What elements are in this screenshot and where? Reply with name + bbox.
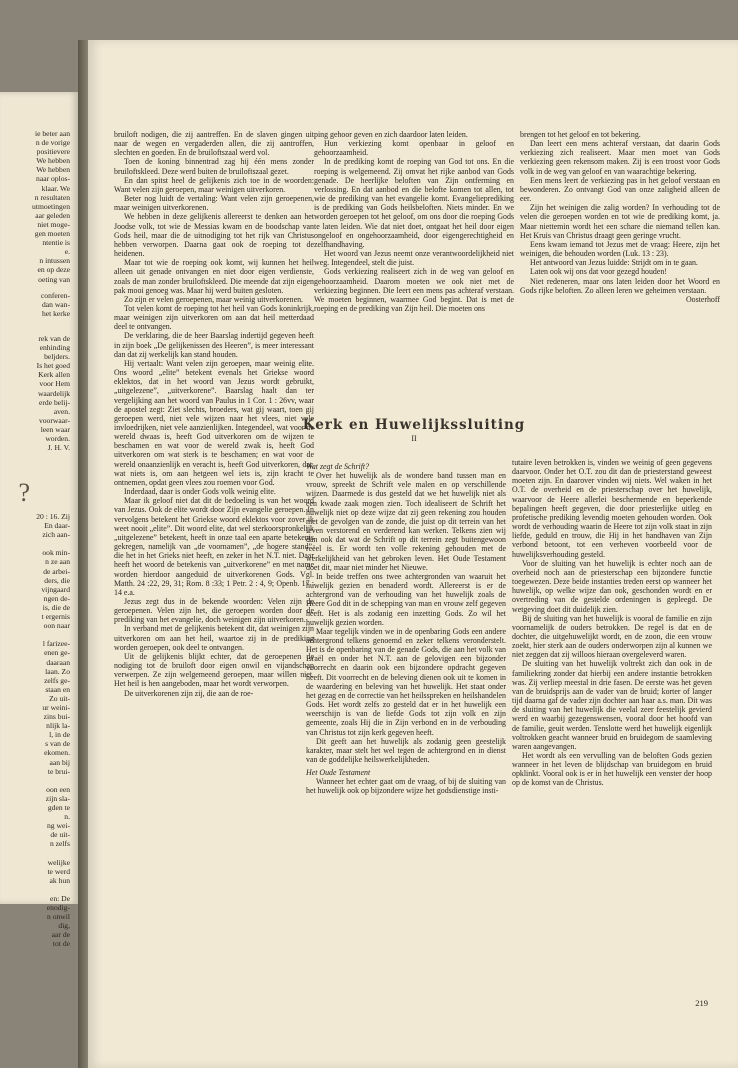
paragraph: Wanneer het echter gaat om de vraag, of bij de sluiting van het huwelijk ook op bijzondere wijze het godsdienstige insti-	[306, 777, 506, 796]
facing-page-line: laan. Zo	[45, 666, 70, 676]
paragraph: Inderdaad, daar is onder Gods volk weinig elite.	[124, 487, 276, 497]
facing-page-line: en op deze	[37, 265, 70, 275]
facing-page-line: dig,	[58, 921, 70, 931]
facing-page-line: het kerke	[41, 309, 70, 319]
facing-page-line: zins bui-	[43, 712, 70, 722]
paragraph: Het woord van Jezus neemt onze verantwoordelijkheid niet weg. Integendeel, stelt die juist.	[314, 249, 514, 268]
facing-page-line: klaar. We	[41, 183, 70, 193]
author-signature: Oosterhoff	[685, 294, 720, 304]
section-subheading: Wat zegt de Schrift?	[306, 462, 370, 471]
facing-page-line: erde belij-	[39, 397, 70, 407]
facing-page-line: Zo uit-	[49, 693, 70, 703]
paragraph: In beide treffen ons twee achtergronden van waaruit het huwelijk gezien en benaderd wordt. Allereerst is er de achtergrond van de verhouding van het huwelijk zoals de Heere God dit in de schepping van man en vrouw zelf gegeven heeft. Het is als zodanig een inzetting Gods. Zo wil het huwelijk gezien worden.	[306, 571, 506, 627]
paragraph: Voor de sluiting van het huwelijk is echter noch aan de overheid noch aan de priesterschap een bijzondere functie toegewezen. Deze beide instanties treden eerst op wanneer het huwelijk, op welke wijze dan ook, geschonden wordt en er overtreding van de gestelde ordeningen is gepleegd. De wetgeving doet dit duidelijk zien.	[512, 558, 712, 614]
facing-page-line: oon een	[46, 784, 70, 794]
facing-page-line: enhinding	[39, 343, 70, 353]
paragraph: Zijn het weinigen die zalig worden? In verhouding tot de velen die geroepen worden en tot wie de prediking komt, ja. Maar niettemin wordt het een schare die niemand tellen kan. Het Kruis van Christus draagt geen geringe vrucht.	[520, 203, 720, 240]
paragraph: De verklaring, die de heer Baarslag indertijd gegeven heeft in zijn boek „De gelijkenissen des Heeren”, is meer interessant dan dat zij werkelijk kan stand houden.	[114, 331, 314, 359]
facing-page-line: daaraan	[46, 657, 70, 667]
paragraph: Dan leert een mens achteraf verstaan, dat daarin Gods verkiezing zich realiseert. Maar men moet van Gods verkiezing geen rekensom maken. Zij is een troost voor Gods volk in de weg van geloof en van waarachtige bekering.	[520, 139, 720, 176]
paragraph: In verband met de gelijkenis betekent dit, dat weinigen zijn uitverkoren om aan het heil, waartoe zij in de prediking worden geroepen, ook deel te ontvangen.	[114, 624, 314, 652]
paragraph: Een mens leert de verkiezing pas in het geloof verstaan en bewonderen. Zo ontvangt God van onze zaligheid alleen de eer.	[520, 175, 720, 204]
facing-page-line: aar geleden	[35, 210, 70, 220]
facing-page-line: leen waar	[40, 424, 70, 434]
paragraph: Toen de koning binnentrad zag hij één mens zonder bruiloftskleed. Deze werd buiten de bruiloftszaal gezet.	[114, 157, 314, 176]
facing-page-line: J. H. V.	[47, 443, 70, 453]
paragraph: Uit de gelijkenis blijkt echter, dat de geroepenen de nodiging tot de bruiloft door eigen onwil en vijandschap verwerpen. Ze zijn welgemeend geroepen, maar willen niet. Het heil is hen aangeboden, maar het wordt verworpen.	[114, 651, 314, 689]
paragraph: Laten ook wij ons dat voor gezegd houden!	[530, 267, 667, 277]
facing-page-line: t ergernis	[41, 612, 70, 622]
column-1-meditation-text	[114, 130, 314, 1066]
facing-page-line: zelfs ge-	[44, 675, 70, 685]
facing-page-line: aven.	[53, 406, 70, 416]
facing-page-line: voorwaar-	[38, 415, 70, 425]
facing-page-line: n onwil	[47, 912, 70, 922]
facing-page-line: n.	[64, 812, 70, 822]
facing-page-line	[36, 848, 70, 857]
facing-page-line: oeting van	[38, 274, 70, 284]
paragraph: Maar ik geloof niet dat dit de bedoeling is van het woord van Jezus. Ook de elite wordt door Zijn evangelie geroepen. In vervolgens betekent het Griekse woord eklektos voor zover ik weet nooit „elite”. Dit woord elite, dat wel sterkoorspronkelijk „uitgelezene” betekent, heeft in onze taal een aparte betekenis gekregen, namelijk van „de voornamen”, „de hogere stand”, die het in het Grieks niet heeft, en zeker in het N.T. niet. Daar heeft het woord de betekenis van „uitverkorene” en met name worden hierdoor aangeduid de uitverkorenen Gods. Vgl. Matth. 24 :22, 29, 31; Rom. 8 :33; 1 Petr. 2 : 4, 9; Openb. 17 : 14 e.a.	[114, 496, 314, 597]
facing-page-line: n zelfs	[49, 839, 70, 849]
paragraph: Niet redeneren, maar ons laten leiden door het Woord en Gods rijke beloften. Zo alleen leren we geheimen verstaan.	[520, 276, 720, 295]
facing-page-line: ngen de-	[43, 593, 70, 603]
facing-page-line: n resultaten	[34, 192, 70, 202]
paragraph: Het wordt als een vervulling van de beloften Gods gezien wanneer in het leven de blijdschap van bruidegom en bruid opklinkt. Vooral ook is er in het huwelijk een venster der hoop op de komst van de Christus.	[512, 751, 712, 788]
paragraph: Bij de sluiting van het huwelijk is vooral de familie en zijn voornamelijk de ouders betrokken. De regel is dat en de dochter, die uitgehuwelijkt wordt, en de zoon, die een vrouw zoekt, hier sterk aan de ouders onderworpen zijn al kunnen we niet zeggen dat zij willoos hieraan overgeleverd waren.	[512, 613, 712, 660]
paragraph: Over het huwelijk als de wondere band tussen man en vrouw, spreekt de Schrift vele malen en op verschillende wijzen. Daarmede is dus gesteld dat we het huwelijk niet als een kwade zaak mogen zien. Toch idealiseert de Schrift het huwelijk niet op deze wijze dat zij geen rekening zou houden met de gevolgen van de zonde, die juist op dit terrein van het leven verstorend en verderend kan werken. Telkens zien wij dan ook dat wat de Schrift op dit terrein zegt buitengewoon reëel is. Er wordt ten volle rekening gehouden met de werkelijkheid van het gebroken leven. Het Oude Testament doet dit, maar niet minder het Nieuwe.	[306, 471, 506, 572]
paragraph: Zo zijn er velen geroepenen, maar weinig uitverkorenen.	[124, 294, 303, 304]
paragraph: bruiloft nodigen, die zij aantreffen. En de slaven gingen uit naar de wegen en vergaderden allen, die zij aantroffen, slechten en goeden. En de bruiloftszaal werd vol.	[114, 130, 314, 158]
facing-page-line: enodig-	[46, 903, 70, 913]
paragraph: ping gehoor geven en zich daardoor laten leiden.	[314, 130, 468, 139]
facing-page-line: nlijk la-	[46, 721, 70, 731]
facing-page-line: niet moge-	[37, 219, 70, 229]
paragraph: Maar tot wie de roeping ook komt, wij kunnen het heil alleen uit genade ontvangen en niet door eigen verdienste, zoals de man zonder bruiloftskleed. Die meende dat zijn eigen pak mooi genoeg was. Maar hij werd buiten gesloten.	[114, 258, 314, 295]
facing-page-line: te werd	[47, 866, 70, 876]
facing-page-line: ie beter aan	[35, 129, 70, 138]
facing-page-line: We hebben	[36, 156, 70, 166]
facing-page-line: ook min-	[42, 548, 70, 558]
facing-page-text-block	[41, 291, 70, 318]
facing-page-line: zijn sla-	[45, 793, 70, 803]
paragraph: In de prediking komt de roeping van God tot ons. En die roeping is welgemeend. Zij omvat het rijke aanbod van Gods genade. De heerlijke beloften van Zijn ontferming en verlossing. En dat aanbod en die belofte komen tot allen, tot wie de prediking van het evangelie komt. Evangelieprediking is de prediking van Gods heilsbeloften. Niets minder. En we worden geroepen tot het geloof, om ons door die roeping Gods te laten leiden. Wie dat niet doet, ontgaat het heil door eigen ongeloof en ongehoorzaamheid, door eigengerechtigheid en zelfhandhaving.	[314, 157, 514, 249]
facing-page-line: ders, die	[44, 575, 70, 585]
facing-page-line: gen moeten	[34, 229, 70, 239]
paragraph: Hun verkiezing komt openbaar in geloof en gehoorzaamheid.	[314, 139, 514, 158]
facing-page-line: tot de	[52, 939, 70, 949]
facing-page-line: aar de	[51, 930, 70, 940]
facing-page-line: te brui-	[47, 766, 70, 776]
facing-page-line: ntentie is	[42, 238, 70, 248]
facing-page-line: En daar-	[44, 521, 70, 531]
article-part-number: II	[411, 434, 417, 443]
facing-page-line: conferen-	[40, 291, 70, 300]
facing-page-line: staan en	[45, 684, 70, 694]
facing-page-line: l, in de	[49, 730, 70, 740]
facing-page-text-block	[32, 129, 70, 284]
facing-page-line: vijngaard	[41, 584, 70, 594]
paragraph: Jezus zegt dus in de bekende woorden: Velen zijn de geroepenen. Velen zijn het, die geroepen worden door de prediking van het evangelie, doch weinigen zijn uitverkoren.	[114, 596, 314, 625]
facing-page-line: positievere	[36, 147, 70, 157]
paragraph: En dan spitst heel de gelijkenis zich toe in de woorden: Want velen zijn geroepen, maar weinigen uitverkoren.	[114, 175, 314, 194]
facing-page-line: waardelijk	[37, 388, 70, 398]
facing-page-line: s van de	[45, 739, 70, 749]
facing-page-line: ur weini-	[42, 702, 70, 712]
paragraph: Beter nog luidt de vertaling: Want velen zijn geroepenen, maar weinigen uitverkorenen.	[114, 194, 314, 213]
paragraph: brengen tot het geloof en tot bekering.	[520, 130, 641, 139]
facing-page-line: n intussen	[39, 256, 70, 266]
section-subheading: Het Oude Testament	[306, 768, 371, 778]
facing-page-line: de arbei-	[43, 566, 70, 576]
facing-page-line	[36, 776, 70, 785]
article-title: Kerk en Huwelijkssluiting	[302, 417, 526, 433]
paragraph: Dit geeft aan het huwelijk als zodanig geen geestelijk karakter, maar stelt het wel tegen de achtergrond en in dienst van de goddelijke heilswerkelijkheden.	[306, 736, 506, 764]
facing-page-fragment	[0, 92, 79, 949]
facing-page-line: rek van de	[38, 334, 70, 343]
facing-page-line: dan wan-	[41, 300, 70, 310]
facing-page-line: l farizee-	[42, 639, 70, 649]
facing-page-line: ak hun	[49, 875, 70, 885]
paragraph: Eens kwam iemand tot Jezus met de vraag: Heere, zijn het weinigen, die behouden worden (Luk. 13 : 23).	[520, 239, 720, 259]
facing-page-line: zich aan-	[42, 530, 70, 540]
column-3-meditation-text	[520, 130, 720, 400]
facing-page-line: naar oplos-	[36, 174, 70, 184]
page-number: 219	[695, 998, 708, 1008]
facing-page-line: ng wei-	[47, 821, 70, 831]
paragraph: We hebben in deze gelijkenis allereerst te denken aan het Joodse volk, tot wie de Messias kwam en de boodschap van Gods heil, maar die de uitnodiging tot het rijk van Christus hebben verworpen. Daarna gaat ook de roeping tot de heidenen.	[114, 212, 314, 259]
paragraph: Maar tegelijk vinden we in de openbaring Gods een andere achtergrond telkens genoemd en zeker telkens veronderstelt. Het is de openbaring van de genade Gods, die aan het volk van Israël en onder het N.T. aan de gelovigen een bijzonder voorrecht en daarin ook een bijzondere opdracht gegeven heeft. Dit voorrecht en de beleving dienen ook uit te komen in de waardering en beleving van het huwelijk. Het staat onder het gezag en de correctie van het heilsspreken en heilshandelen Gods. Het wordt zelfs zo gesteld dat er in het huwelijk een weerschijn is van de liefde Gods tot zijn volk en zijn gemeente, zoals Hij die in Zijn verbond en in de verbouding van Christus tot zijn kerk gegeven heeft.	[306, 626, 506, 737]
facing-page-line: We hebben	[36, 165, 70, 175]
facing-page-line: is, die de	[42, 602, 70, 612]
facing-page-line: aan bij	[49, 757, 70, 767]
facing-page-line: welijke	[47, 857, 70, 867]
paragraph: De uitverkorenen zijn zij, die aan de roe-	[124, 688, 254, 698]
facing-page-line: n ze aan	[45, 557, 70, 567]
paragraph: Het antwoord van Jezus luidde: Strijdt om in te gaan.	[530, 258, 698, 268]
magazine-page	[88, 40, 738, 1068]
paragraph: tutaire leven betrokken is, vinden we weinig of geen gegevens daarvoor. Onder het O.T. zou dit dan de priesterstand geweest moeten zijn. En daarover vinden wij niets. Wel waken in het O.T. de overheid en de priesterschap over het huwelijk, waarvoor de Heere allerlei beschermende en beperkende bepalingen heeft gegeven, die door priesterlijke uitleg en profetische prediking levendig moeten gehouden worden. Ook wordt de verhouding waarin de Heere tot zijn volk staat in zijn liefde, geduld en trouw, die Hij in het handhaven van Zijn verbond betoont, tot een verheven voorbeeld voor de huwelijksverhouding gesteld.	[512, 458, 712, 559]
facing-page-question-mark: ?	[18, 478, 30, 507]
facing-page-text-block	[37, 334, 70, 452]
facing-page-text-block	[36, 512, 70, 949]
facing-page-line: enen ge-	[44, 648, 70, 658]
facing-page-line: worden.	[45, 434, 70, 444]
facing-page-line: e.	[64, 247, 70, 257]
facing-page-line: voor Hem	[39, 379, 70, 389]
facing-page-line: Kerk allen	[38, 370, 70, 380]
facing-page-line: gden te	[47, 803, 70, 812]
facing-page-line	[36, 630, 70, 639]
facing-page-line: Is het goed	[36, 361, 70, 371]
paragraph: Tot velen komt de roeping tot het heil van Gods koninkrijk, maar weinigen zijn uitverkoren om aan dat heil metterdaad deel te ontvangen.	[114, 303, 314, 332]
facing-page-line: ekomen.	[44, 748, 70, 758]
facing-page-line: utmoetingen	[32, 201, 70, 211]
facing-page-line: de uit-	[50, 830, 70, 840]
facing-page-line	[36, 885, 70, 894]
facing-page-line: n de vorige	[35, 138, 70, 148]
column-2-article-text	[306, 458, 506, 1048]
facing-page-line: oon naar	[43, 621, 70, 631]
paragraph: Gods verkiezing realiseert zich in de weg van geloof en gehoorzaamheid. Daarom moeten we ook niet met de verkiezing beginnen. Die leert een mens pas achteraf verstaan. We moeten beginnen, waarmee God begint. Dat is met de roeping en de prediking van Zijn heil. Die moeten ons	[314, 267, 514, 313]
column-2-meditation-text	[314, 130, 514, 400]
facing-page-line: en: De	[49, 893, 70, 903]
facing-page-line	[36, 539, 70, 548]
paragraph: De sluiting van het huwelijk voltrekt zich dan ook in de familiekring zonder dat hierbij een andere instantie betrokken was. Zij verliep meestal in drie fasen. De eerste was het geven van de bruidsprijs aan de vader van de bruid; korter of langer tijd daarna gaf de vader zijn dochter aan haar a.s. man. Dit was de sluiting van het huwelijk die veelal zeer feestelijk gevierd werd en waarbij gezegenswensen, vooral door het hoofd van de familie, geuit werden. Tenslotte werd het huwelijk eigenlijk voltrokken geacht wanneer bruid en bruidegom de saamleving waren aangevangen.	[512, 659, 712, 751]
paragraph: Hij vertaalt: Want velen zijn geroepen, maar weinig elite. Ons woord „elite” betekent evenals het Griekse woord eklektos, dat in het woord van Jezus wordt gebruikt, „uitgelezene”, „uitverkorene”. Baarslag haalt dan ter vergelijking aan het woord van Paulus in 1 Cor. 1 : 26vv, waar de apostel zegt: Ziet slechts, broeders, wat gij waart, toen gij geroepen werd, niet vele wijzen naar het vlees, niet vele invloedrijken, niet vele aanzienlijken. Integendeel, wat voor de wereld dwaas is, heeft God uitverkoren om de wijzen te beschamen en wat voor de wereld zwak is, heeft God uitverkoren om wat sterk is te beschamen; en wat voor de wereld onaanzienlijk en veracht is, heeft God uitverkoren, dat, wat niets is, om aan hetgeen wel iets is, zijn kracht te ontnemen, opdat geen vlees zou roemen voor God.	[114, 358, 314, 487]
column-3-article-text	[512, 458, 712, 1048]
facing-page-line: 20 : 16. Zij	[36, 512, 70, 521]
facing-page-line: beljders.	[44, 352, 70, 362]
